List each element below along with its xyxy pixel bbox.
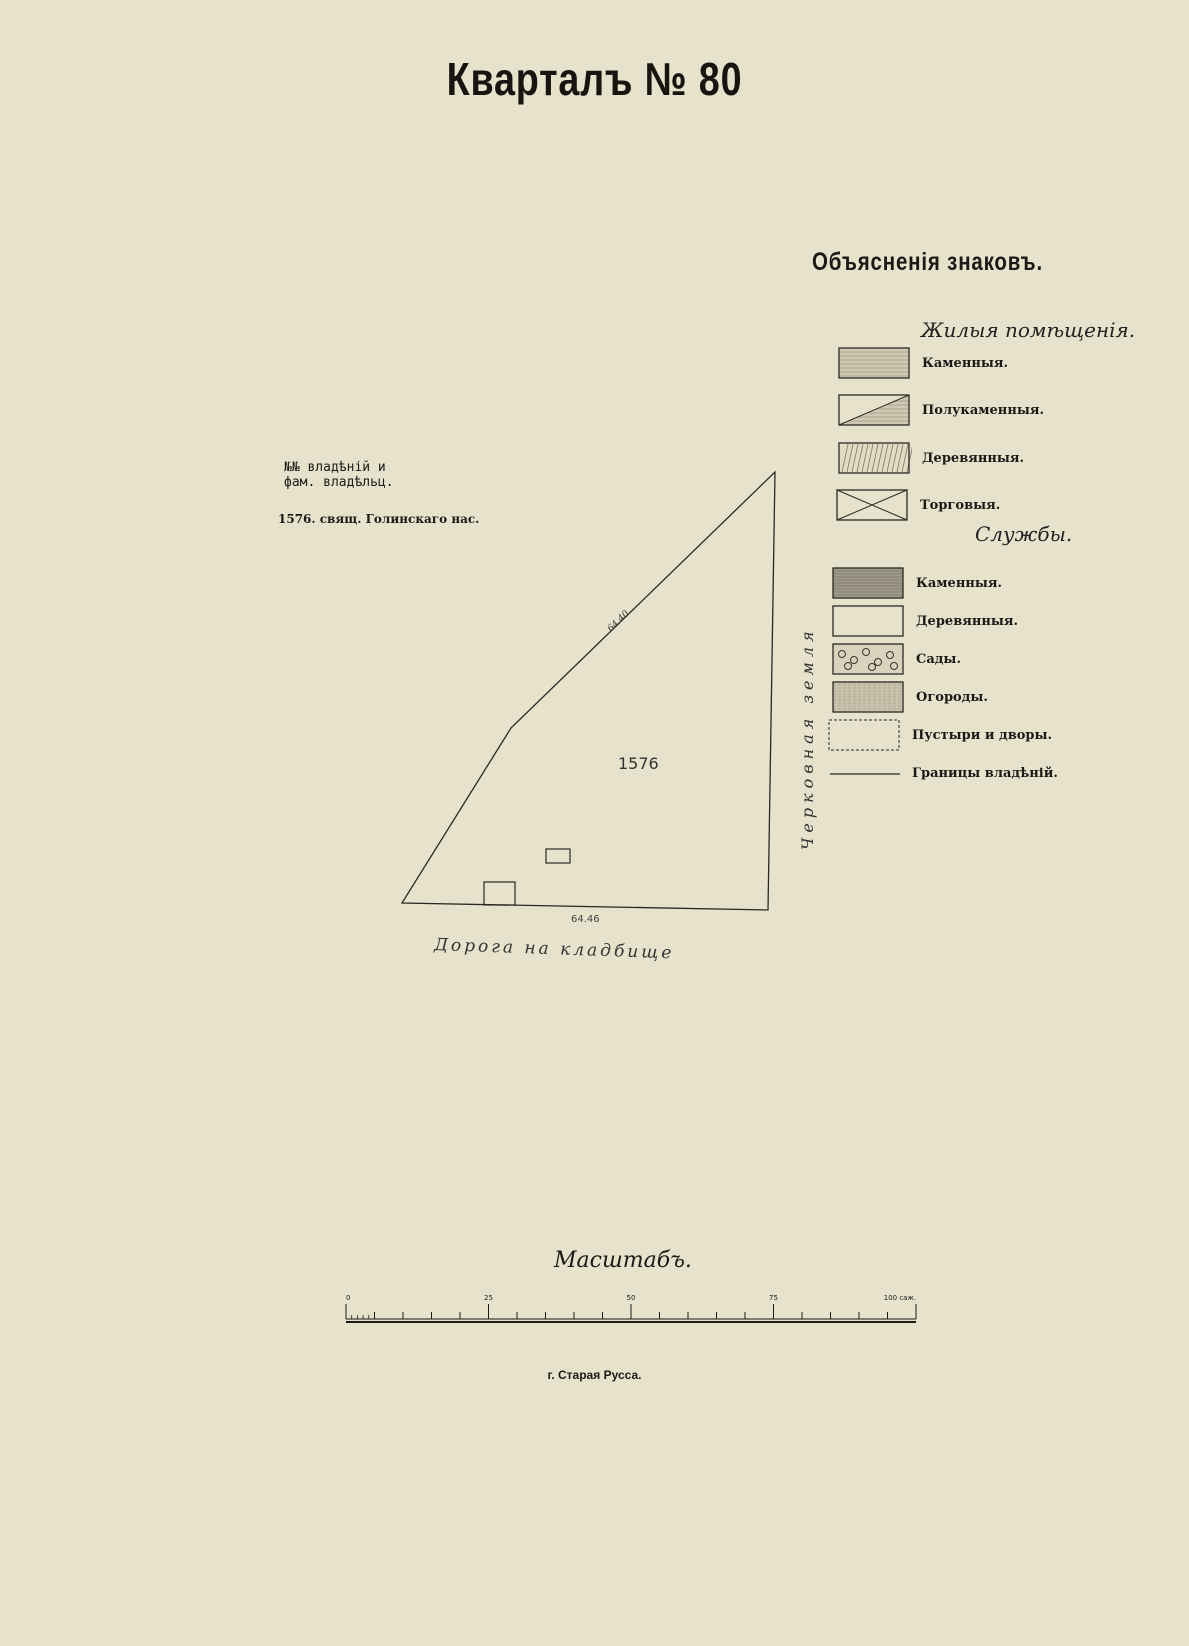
- scale-caption: г. Старая Русса.: [547, 1368, 642, 1382]
- legend-residential-heading: Жилыя помѣщенія.: [921, 318, 1136, 342]
- scale-tick-label: 75: [769, 1294, 778, 1302]
- legend-label: Полукаменныя.: [922, 403, 1045, 418]
- legend-label: Огороды.: [916, 690, 988, 705]
- legend-label: Торговыя.: [920, 498, 1001, 513]
- scale-title: Масштабъ.: [554, 1248, 692, 1273]
- legend-label: Каменныя.: [916, 576, 1003, 591]
- scale-tick-label: 100 саж.: [883, 1294, 916, 1302]
- scale-tick-label: 0: [346, 1294, 351, 1302]
- legend-label: Деревянныя.: [916, 614, 1019, 629]
- church-land-label: Черковная земля: [798, 626, 817, 850]
- scale-tick-label: 25: [484, 1294, 493, 1302]
- parcel-boundary: [402, 472, 775, 910]
- road-label: Дорога на кладбище: [433, 935, 675, 964]
- scale-tick-label: 50: [626, 1294, 636, 1302]
- legend-services-heading: Службы.: [975, 522, 1073, 546]
- legend-label: Деревянныя.: [922, 451, 1025, 466]
- legend-label: Границы владѣній.: [912, 766, 1058, 781]
- owners-heading: №№ владѣній и фам. владѣльц.: [284, 460, 394, 490]
- scale-bar: [346, 1294, 916, 1322]
- owner-entry: 1576. свящ. Голинскаго нас.: [278, 512, 480, 526]
- building-small: [546, 849, 570, 863]
- side-length-top: 64.40: [605, 608, 632, 635]
- legend-label: Пустыри и дворы.: [912, 728, 1053, 743]
- legend-title: Объясненія знаковъ.: [812, 248, 1043, 276]
- side-length-bottom: 64.46: [571, 914, 600, 925]
- parcel-number: 1576: [618, 754, 659, 773]
- building-corner: [484, 882, 515, 905]
- legend-label: Сады.: [916, 652, 961, 667]
- legend-label: Каменныя.: [922, 356, 1009, 371]
- page-title: Кварталъ № 80: [446, 53, 743, 105]
